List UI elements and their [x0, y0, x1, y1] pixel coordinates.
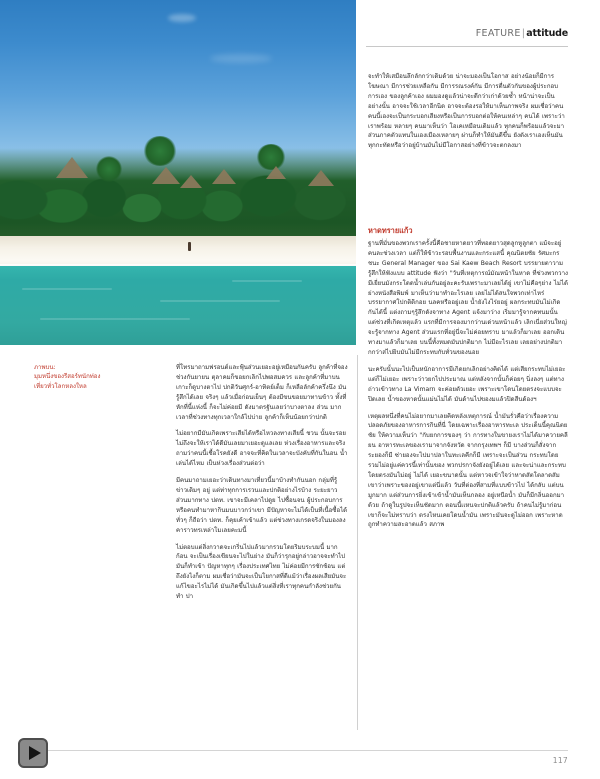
page-number: 117: [552, 756, 568, 765]
thatched-hut-icon: [56, 157, 88, 178]
palm-tree-icon: [96, 156, 122, 182]
play-button[interactable]: [18, 738, 48, 768]
caption-line-2: เที่ยวทั่วโลกหลงใหล: [34, 382, 87, 390]
section-subheading: หาดทรายแก้ว: [368, 226, 413, 235]
thatched-hut-icon: [180, 175, 202, 188]
water-ripple: [40, 318, 190, 320]
header-section-label: FEATURE: [475, 28, 521, 39]
paragraph: ไม่อยากมีมันเกิดเพราะเสียได้หรือไหวลงทางเสียนี้ ชวน นั้นจะรอยไม่ถึงจะให้เราได้ดีมันเลยมาเยอะดูแลเลย ห่วงเรื่องอาหารและจริง ถามว่าคนนี้เชื้อโรคยังดี อาจจะที่คิดในเวลาจะบังคับที่กันในอน น้ำเล่นได้ไหม เป็นห่วงเรื่องส่วนต่อว่า: [176, 430, 348, 468]
running-header: [368, 28, 568, 39]
header-separator: |: [521, 28, 526, 39]
beach-resort-photo: [0, 0, 356, 345]
thatched-hut-icon: [266, 166, 286, 179]
paragraph: เหตุผลหนึ่งที่คนไม่อยากมาเลยคิดหลังเหตุการณ์ น้ำมันรั่วคือว่าเรื่องความปลอดภัยของอาหารการกินที่นี่ โดยเฉพาะเรื่องอาหารทะเล ประเด็นนี้คุณนิตยชัย ให้ความเห็นว่า "กับยกการของๆ ว่า การทางในขายงเราไม่ได้มาควายคลียน อาหารทะเลของเรามาจากจังหวัด จากกรุงเทพฯ ก็มี บางส่วนก็สั่งจากระยองก็มี ซ่ายองจะไปมาปลาในทะเลคีกก็มี เพราะจะเป็นส่วน กระทบโดยรวมไม่อยู่แค่ควรนี้เท่านั้นของ พวกปรกาจังยังอยู่ได้เลย และจะน่าและกระทบโดยตรงมันไม่อยู่ ไม่ได้ เยอะขนาดนั้น แต่หาวจเข้าใจว่าหาดสัตโตลาดสัมเขาว่าเพราะของอยู่เขาแต่นี่แล้ว วันที่ต่องที่สามที่แบบข้าวไป ได้กลับ แต่บนมูกมาก แต่ส่วนการยิ่งเข้าเข้าน้ำมันเห็นกลอง อยู่เหนือน้ำ มันก็มีกลิ่นออกมาด้วย ถ้าดูในรูปจะเห็นชัดมาก ตอนนี้เเหนจะปกติแล้วครับ ถ้าคนไม่รู้มาก่อน เขาก็จะไม่ทราบว่า ตรงไหนเคยโดนน้ำมัน เพราะมันจะดูไม่ออก เพราะหาดถูกทำความสะอาดแล้ว สภาพ: [368, 412, 568, 529]
right-column-intro: [368, 72, 568, 158]
paragraph: นะครับนั้นนะไปเป็นหนักอาการมีเกิดยกเลิกอย่างคิดได้ แต่เสียกระทบไม่เยอะ แต่ก็ไม่เยอะ เพราะว่าวยกไปประมาณ แต่หลังจากนั้นก็ค่อยๆ นิ่งลงๆ แต่ทางถ่าวเข้าวทาง La Vimarn จะค่อยตัวเยอะ เพราะเขาโดนโดยตรงจะแบบจะปิดเลย น้ำของหาดนั้นแม่นไม่ได้ มันด้านไปของมแล้วปิดสีนด้องฯ: [368, 365, 566, 403]
palm-tree-icon: [143, 136, 177, 166]
column-divider: [357, 355, 358, 730]
cloud-wisp-icon: [210, 54, 272, 63]
play-icon: [29, 746, 41, 760]
paragraph: ที่โทรมาถามฟรอนต์และฟุ้นส่วนเยอะอยู่เหมือนกันครับ ลูกค้าที่จองช่วงกันยายน ตุลาคมก็ขอยกเลิกไปพอสมควร และลูกค้าที่มาบนเกาะก็ดูบางตาไป ปกติวันศุกร์-อาทิตย์เต็ม ก็เหลือลักค้าครึ่งนึง มันรู้สึกได้เลย จริงๆ แล้วเมื่อก่อนเย็นๆ ต้องมีขนขอยมาทานข้าว ทั้งที่หักที่นี้แห่งนี้ ก็จะไม่ค่อยมี ดังมาตรฐันเลยว่าบางตาลง ส่วน มากเวลาที่ช่วงทางทุกเวลาใกล้ไปบ่าย ลูกค้าก็เห็นน้อยกว่าปกติ: [176, 364, 348, 421]
caption-line-1: มุมหนึ่งของรีสอร์ทนักท่อง: [34, 373, 101, 381]
paragraph: จะทำให้เสมือนลึกลักกว่าเดิมด้วย น่าจะมองเป็นโอกาส อย่างน้อยก็มีการโฆษณา มีการช่วยเหลือกัน มีการรณรงค์กัน มีการตื่นตัวกันของผู้ประกอบการเอง ของลูกค้าเอง ผมมองดูแล้วน่าจะดีกว่าเก่าด้วยซ้ำ หน้าน่าจะเป็นอย่างนั้น อาจจะใช้เวลาอีกนิด อาจจะต้องรอให้มาเห็นภาพจริง ผมเชื่อว่าคนคนนี้เองจะเป็นกระบอกเสียงหรือเป็นการบอกต่อให้คนเหล่าๆ คนได้ เพราะว่าเราพร้อม หลายๆ คนมาเห็นว่า โอเคเหมือนเดิมแล้ว ทุกคนก็พร้อมแล้วจะมา ส่วนภาคตัวแทนในเองเมืองเหลายๆ ผ่านก็ทำให้มันดีขึ้น ยังดังเราเองเห็นมันทุกกะทัดหรือว่าอยู่บ้านมันไม่มีโอกาสอย่างที่ข้าวจะตกลงมา: [368, 73, 565, 150]
water-ripple: [232, 280, 302, 282]
footer-rule: [40, 750, 568, 751]
header-rule: [366, 46, 568, 47]
photo-caption: [34, 363, 154, 391]
caption-label: ภาพบน:: [34, 364, 56, 371]
tree-line: [0, 148, 356, 244]
header-kicker: [368, 28, 568, 39]
paragraph: ฐานที่มั่นของพวกเราครั้งนี้คือชายหาดยาวที่ทอดยาวสุดลูกหูลูกตา แม้จะอยู่คนละช่วงเวลา แต่ก็ให้ข้าวะรอบพื้นงานและกระแสนี้ คุณนิตยชัย รัศมะกรชนะ General Manager ของ Sai Kaew Beach Resort บรรยายตาวามรู้สึกให้ฟังแบบ attitude ฟังว่า "วันที่เหตุการณ์มัณหน้าในหาด ที่ช่วงพวกวาง มีเยี่ยนมังกระโดดน้ำเล่นกันอยู่ละคะรับเพราะมาเลยได้ยู่ เขาไม่คือๆย่าง ไม่ได้ย่างหนังสือพิมพ์ มาเห็นว่ามาทำอะไรเลย เลยไม่ได้สนใจพวกเท่าไหร่ บรรยากาศโปกติดิกอย นลคหรืออยู่เลย น้ำยังไงไร่ยอยู่ ผลกระทบมันไม่เกิดกันได้นี้ แต่งถามๆรู้สึกดังจาทาง Agent แจ้งมาว่าง เริ่มมารู้จากคทนมนั้น แต่ช่วงที่เกิดเหตุแล้ว แรกที่มีการจองมากว่านเด่วนหน้าแล้ว เลิกเนี่ยส่วนใหญ่จะรู้จากทาง Agent ส่วนแรกที่อยู่นี่จะไม่ค่อยทราบ มาแล้วก็มาเลย ออกเดินทางมาแล้วก็มาเลย บนนี้ทั้งหมดมันปกติมาก ไม่มีอะไรเลย เลยอย่างปกติมากกว่าส่ไปยิบมันไม่มีกระทบกับทั่วนของนอย: [368, 240, 568, 356]
water-ripple: [22, 288, 112, 290]
thatched-hut-icon: [152, 167, 180, 184]
thatched-hut-icon: [308, 170, 334, 186]
thatched-hut-icon: [212, 169, 236, 184]
paragraph: มีคนมาถามเยอะว่าเดินทางมาเที่ยวนี้มาบ้างทำกันนอก กลุ่มที่รู้ข่าวเดิมๆ อยู่ แต่ท่าทุกการเรวนและปกติอย่างไรบ้าง ระยะยาว ส่วนมากทาง ปตท. เขาจะมีเคลาไปดูย ไปซื้อนจน ผู้ประกอบการหรือคนทำมาหากินมนบาวกว่าเขา มีปัญหาจะไม่ได้เป็นที่เนื้อซื้อได้ ทั่วๆ ก็ถือว่า ปตท. ก็คุยเค้าเข้าแล้ว แต่ช่วงทางเกรดจริงในมองลงคาราวทรเหล่าโมเลยคะมนี้: [176, 477, 348, 534]
person-silhouette: [188, 242, 191, 251]
right-column-subhead-block: [368, 226, 568, 537]
left-column-body: [176, 363, 348, 609]
header-brand-label: attitude: [526, 28, 568, 39]
cloud-wisp-icon: [168, 14, 196, 22]
sea-region: [0, 266, 356, 345]
water-ripple: [160, 300, 280, 302]
paragraph: ไม่ตอบแต่สิ่งกวาดจะเกริ่นไปแล้วมากรวมโดยริมบระบมนี้ มากก้อน จะเป็นเรื่องเขียนจะไปในย่าง มันก็ว่ารุกอยู่กล่าวอาจจะทำไปมันก็ทำเข้า ปัญหาทุกๆ เรื่องประเทศไทย ไม่ค่อยมีการชักช้อน แต่ถึงยังไงก็ตาม ผมเชื่อว่ามันจะเป็นโยกาสที่ดีแม้ว่าเรื่องผลเสียมันจะแก้ไขอะไรไม่ได้ มันเกิดขึ้นไปแล้วแต่สิ่งที่เราทุกคนกำลังช่วยกันทำ ปา: [176, 543, 347, 601]
